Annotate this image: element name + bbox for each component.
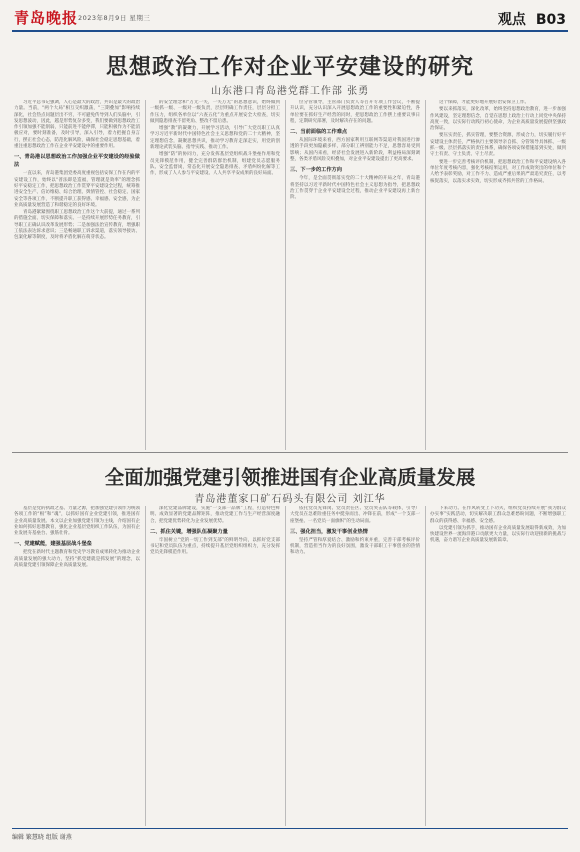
footer-rule bbox=[12, 828, 568, 829]
paragraph: 基层是党的执政之基、力量之源，把加强党建引领作为统领各项工作的“根”和“魂”，以抓好国有企业党建引领，推进国有企业高质量发展。本文以企业加强党建引领为主线，介绍国有企业如何抓好思想教育，强化企业基层党组织工作队伍，为国有企业发展夯基垒台、强筋壮骨。 bbox=[14, 506, 140, 537]
paragraph: 把党在新时代主题教育和党史学习教育成果转化为推动企业高质量发展的强大动力，坚持“抓党建就是抓发展”的理念，以高质量党建引领保障企业高质量发展。 bbox=[14, 550, 140, 569]
article-1-title: 思想政治工作对企业平安建设的研究 bbox=[105, 54, 474, 80]
paragraph: 今年，是全面贯彻落实党的二十大精神的开局之年，青岛港将坚持以习近平新时代中国特色社会主义思想为指导，把思想政治工作贯穿于企业平安建设全过程，推动企业平安建设再上新台阶。 bbox=[290, 176, 420, 201]
masthead bbox=[0, 0, 580, 30]
column-rule bbox=[425, 506, 426, 826]
section-subheading: 二、抓住关键，增强队伍凝聚力量 bbox=[150, 528, 228, 535]
section-subheading: 一、党建赋能，建强基层战斗堡垒 bbox=[14, 541, 92, 548]
editor-credit: 编辑 繁慧晓 组版 谢燕 bbox=[12, 834, 72, 841]
issue-date: 2023年8月9日 星期三 bbox=[78, 14, 151, 22]
paragraph: 要压实责任，抓实管理，要整合资源，形成合力，切实履行好平安建设主体责任，严格执行主要领导亲自抓、分管领导具体抓、一级抓一级、层层抓落实的责任体系，确保各项安保措施落到实处，做到守土有责、守土负责、守土尽责。 bbox=[430, 133, 566, 158]
section-subheading: 一、青岛港以思想政治工作加强企业平安建设的经验做法 bbox=[14, 154, 140, 169]
masthead-rule bbox=[12, 30, 568, 32]
paragraph: 习近平总书记强调，人心是最大的政治，共识是最大的政治力量。当前，“两个大局”相互交织激荡，“三期叠加”影响持续深化，社会热点问题层出不穷，不可避免传导到人们头脑中，引发思想波动，因此，越是形势复杂多变，我们要做到思想政治工作引领加强不能削弱，只能前进不能停滞，只能积极作为不能消极应对，要时刻准备，及时引导，深入引导，着力把握自身言行，摆正社会心态，防范化解风险，确保社会稳定思想基础，着重注重思想政治工作在企业平安建设中的重要作用。 bbox=[14, 100, 140, 150]
paragraph: 的安全理念和“万无一失，一失万无”的思想意识，始终做到一级抓一级、一级对一级负责，层层明确工作责任，层层分担工作压力，组织各单位以“六查五化”为重点开展安全大检查，切实做到隐患排查不留死角、整改不留后患。 bbox=[150, 100, 280, 124]
paragraph: 要进一步完善考核评价机制，把思想政治工作和平安建设纳入各单位年度考核内容，强化考核结果运用，对工作成效突出的单位和个人给予表彰奖励，对工作不力、造成严重后果的严肃追究责任，以考核促落实，以落实求实效，切实形成齐抓共管的工作格局。 bbox=[430, 159, 566, 184]
paragraph: 深化党建品牌建设，实施“一支部一品牌”工程，打造特色鲜明、成效显著的党建品牌矩阵，推动党建工作与生产经营深度融合，把党建优势转化为企业发展优势。 bbox=[150, 506, 280, 524]
section-header bbox=[498, 9, 566, 29]
article-2-column-4 bbox=[430, 506, 566, 826]
article-1-column-2 bbox=[150, 100, 280, 450]
paragraph: 依托党员先锋岗、党员责任区、党员突击队等载体，引导广大党员在急难险重任务中挺身而出、冲锋在前，形成“一个支部一座堡垒、一名党员一面旗帜”的生动局面。 bbox=[290, 506, 420, 524]
paragraph: 青岛港紧紧围绕职工思想政治工作这个大前提，通过一系列的措施全面、切实保障和落实。一是持续开展形势任务教育，引导职工正确认识改革发展形势；二是加强法治宣传教育，增强职工依法表达诉求意识；三是畅通职工诉求渠道，落实领导接访、包案化解等制度，及时将矛盾化解在萌芽状态。 bbox=[14, 210, 140, 241]
paragraph: 一直以来，青岛港集团党委高度重视包括安保工作在内的平安建设工作，始终以“普法即是造福，管理就是效率”的理念抓好平安稳定工作，把思想政治工作贯穿平安建设全过程，统筹推进安全生产、信访维稳、综合治理、舆情管控、社会稳定、国家安全等各项工作，不断提升职工获得感、幸福感、安全感，为企业高质量发展营造了和谐稳定的良好环境。 bbox=[14, 171, 140, 208]
article-1-column-4 bbox=[430, 100, 566, 450]
section-name: 观点 bbox=[497, 12, 526, 28]
page-number: B03 bbox=[535, 12, 566, 28]
article-divider bbox=[12, 452, 568, 453]
newspaper-logo: 青岛晚报 bbox=[14, 9, 79, 27]
paragraph: 从国际环境来看，西方国家利用互联网等渠道对我国进行渗透的手段更加隐蔽多样，部分职工辨别能力不足，思想容易受到影响；从国内来看，经济社会发展进入新阶段，利益格局深刻调整，各类矛盾风险交织叠加，对企业平安建设提出了更高要求。 bbox=[290, 138, 420, 163]
column-rule bbox=[285, 100, 286, 450]
section-subheading: 三、下一步的工作方向 bbox=[290, 167, 342, 174]
column-rule bbox=[285, 506, 286, 826]
paragraph: 要以来抓落实，深化改革，始终坚持思想政治教育，进一步加强作风建设，坚定理想信念，自觉在思想上政治上行动上同党中央保持高度一致，以实际行动践行初心使命，为企业高质量发展提供坚强政治保证。 bbox=[430, 107, 566, 132]
paragraph: 以党建引领为抓手，推动国有企业高质量发展取得新成效，为加快建设世界一流海洋港口贡献更大力量，以实际行动迎接新的挑战与机遇，奋力谱写企业高质量发展新篇章。 bbox=[430, 525, 566, 544]
paragraph: 牢固树立“党的一切工作到支部”的鲜明导向，以抓好党支部书记和党员队伍为重点，持续提升基层党组织组织力，充分发挥党员先锋模范作用。 bbox=[150, 537, 280, 556]
paragraph: 坚持严管和厚爱结合、激励和约束并重，完善干部考核评价机制，营造担当作为的良好氛围，激发干部职工干事创业的热情和动力。 bbox=[290, 537, 420, 556]
paragraph: 位分管领导，主管部门负责人等召开专项工作会议，不断提升认识，充分认识深入开展思想政治工作的重要性和紧迫性，各单位要在抓好生产经营的同时，把思想政治工作摆上重要议事日程，定期研究部署，及时解决存在的问题。 bbox=[290, 100, 420, 124]
article-2-title: 全面加强党建引领推进国有企业高质量发展 bbox=[104, 466, 476, 489]
column-rule bbox=[145, 506, 146, 826]
article-2-column-1 bbox=[14, 506, 140, 826]
section-subheading: 二、当前面临的工作难点 bbox=[290, 129, 348, 136]
article-1-byline: 山东港口青岛港党群工作部 张勇 bbox=[210, 86, 370, 97]
article-1-column-3 bbox=[290, 100, 420, 450]
article-1-column-1 bbox=[14, 100, 140, 450]
paragraph: 增强“教”的凝聚力，开展学习活动，引导广大党员职工认真学习习近平新时代中国特色社会主义思想和党的二十大精神，坚定理想信念，凝聚思想共识，推动学习教育走深走实，用党的创新理论武装头脑、指导实践、推动工作。 bbox=[150, 126, 280, 151]
paragraph: 增强“防”的协同力，充分发挥基层党组织战斗堡垒作用和党员先锋模范作用，健全完善群防群治机制，组建党员志愿服务队、安全监督岗，常态化开展安全隐患排查、矛盾纠纷化解等工作，形成了人人参与平安建设、人人共享平安成果的良好局面。 bbox=[150, 152, 280, 177]
article-2-column-2 bbox=[150, 506, 280, 826]
column-rule bbox=[145, 100, 146, 450]
article-2-byline: 青岛港董家口矿石码头有限公司 刘江华 bbox=[194, 494, 386, 505]
paragraph: 这个保障，才能更好地开展好治安保卫工作。 bbox=[439, 100, 529, 105]
column-rule bbox=[425, 100, 426, 450]
article-2-column-3 bbox=[290, 506, 420, 826]
paragraph: 下来动力。在作风转变上下功夫，组织党员持续开展“我为群众办实事”实践活动，切实解决职工群众急难愁盼问题，不断增强职工群众的获得感、幸福感、安全感。 bbox=[430, 506, 566, 524]
section-subheading: 三、强化担当，激发干事创业热情 bbox=[290, 528, 368, 535]
